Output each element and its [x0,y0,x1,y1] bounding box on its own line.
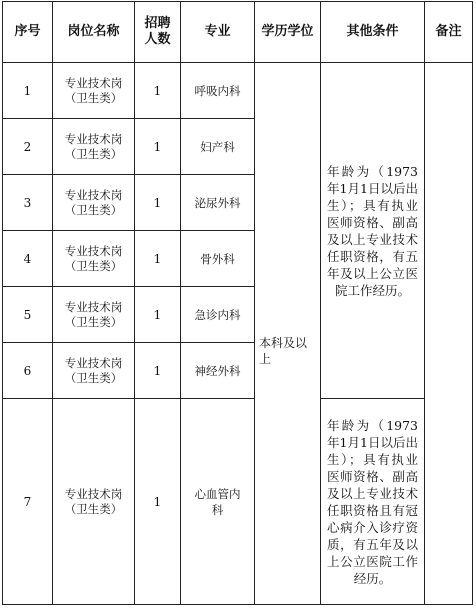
cell-conditions-group1: 年龄为（1973年1月1日以后出生）；具有执业医师资格、副高及以上专业技术任职资格，有五年及以上公立医院工作经历。 [321,63,425,399]
cell-seq: 1 [3,63,53,119]
cell-count: 1 [135,231,181,287]
cell-count: 1 [135,287,181,343]
cell-post: 专业技术岗 （卫生类） [53,343,135,399]
cell-post: 专业技术岗 （卫生类） [53,399,135,605]
cell-major: 神经外科 [181,343,255,399]
cell-conditions-group2: 年龄为（1973年1月1日以后出生）；具有执业医师资格、副高及以上专业技术任职资格且有冠心病介入诊疗资质，有五年及以上公立医院工作经历。 [321,399,425,605]
cell-count: 1 [135,175,181,231]
cell-remarks [425,63,473,605]
cell-major: 骨外科 [181,231,255,287]
header-conditions: 其他条件 [321,2,425,63]
header-count: 招聘人数 [135,2,181,63]
table-row [3,63,473,119]
cell-post: 专业技术岗 （卫生类） [53,287,135,343]
cell-post: 专业技术岗 （卫生类） [53,119,135,175]
cell-major: 呼吸内科 [181,63,255,119]
cell-seq: 5 [3,287,53,343]
header-remarks: 备注 [425,2,473,63]
cell-post: 专业技术岗 （卫生类） [53,231,135,287]
cell-post: 专业技术岗 （卫生类） [53,175,135,231]
cell-major: 急诊内科 [181,287,255,343]
table-row [3,399,473,605]
cell-seq: 3 [3,175,53,231]
header-seq: 序号 [3,2,53,63]
cell-major: 泌尿外科 [181,175,255,231]
cell-count: 1 [135,63,181,119]
cell-seq: 6 [3,343,53,399]
cell-count: 1 [135,343,181,399]
header-post: 岗位名称 [53,2,135,63]
cell-seq: 4 [3,231,53,287]
cell-major: 心血管内科 [181,399,255,605]
header-education: 学历学位 [255,2,321,63]
cell-count: 1 [135,119,181,175]
header-major: 专业 [181,2,255,63]
cell-education: 本科及以上 [255,63,321,605]
cell-seq: 2 [3,119,53,175]
cell-seq: 7 [3,399,53,605]
header-row [3,2,473,63]
cell-major: 妇产科 [181,119,255,175]
cell-post: 专业技术岗 （卫生类） [53,63,135,119]
cell-count: 1 [135,399,181,605]
recruitment-table [2,1,473,605]
